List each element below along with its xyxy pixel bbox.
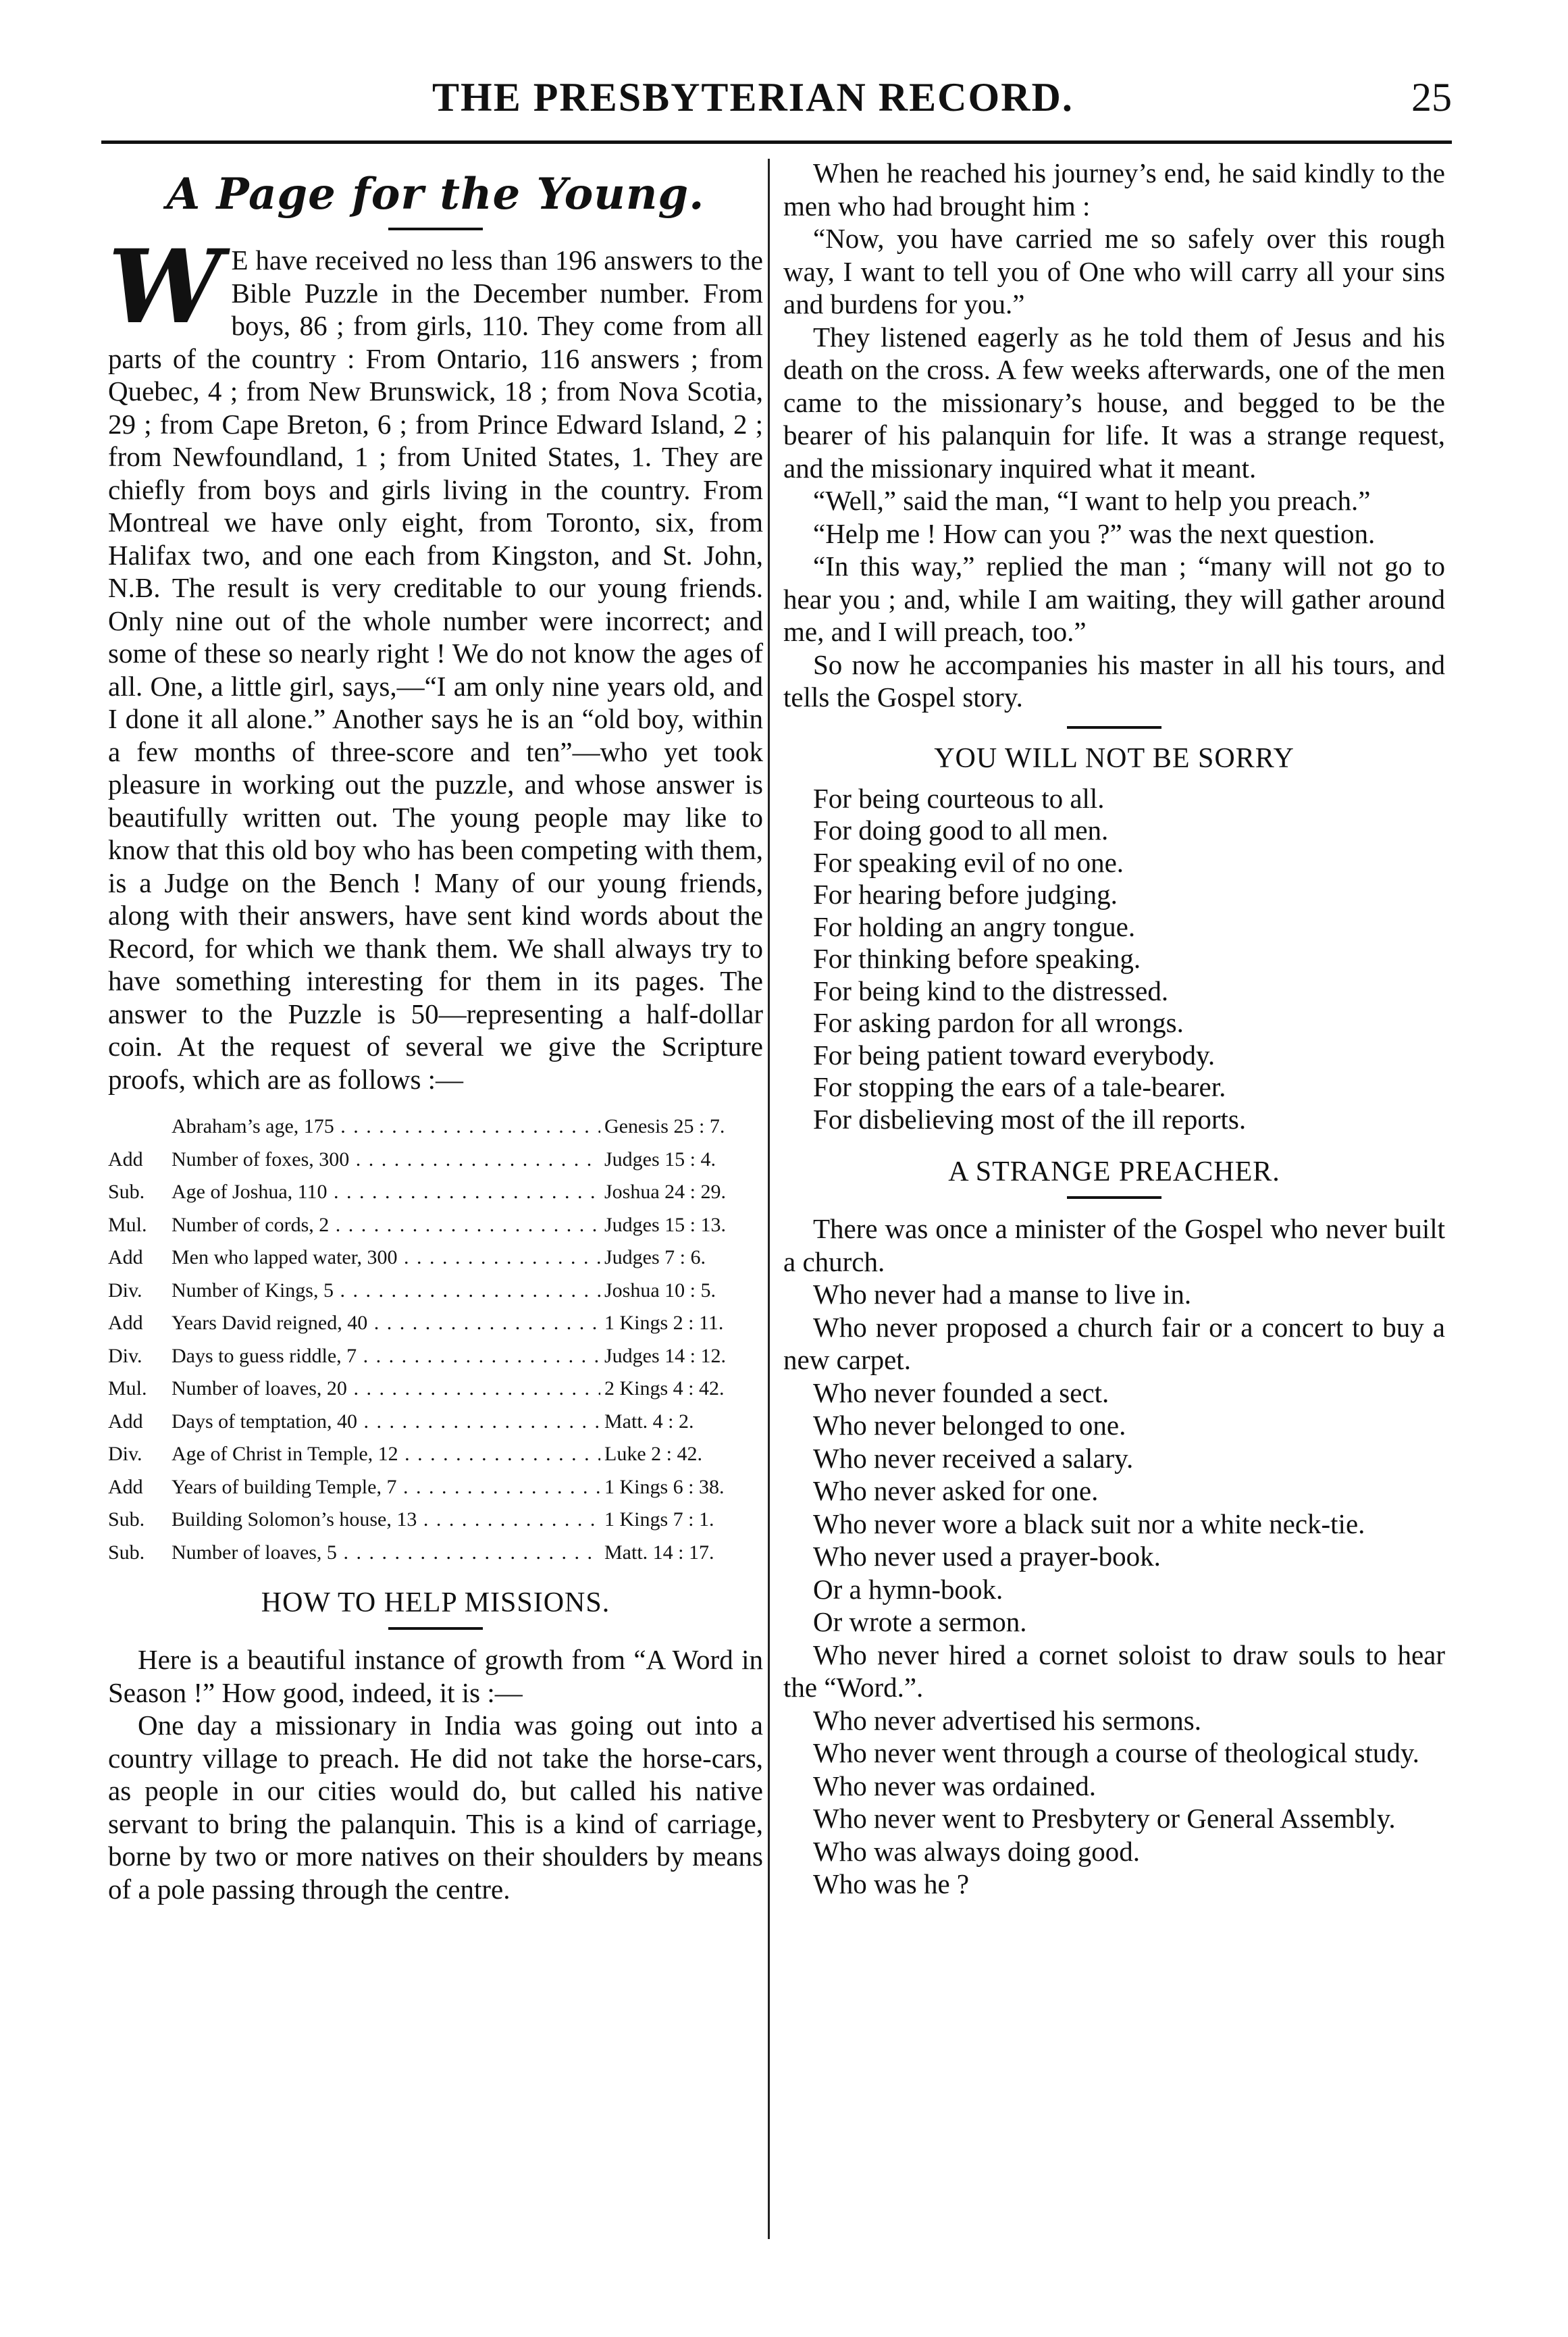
- proof-operation: Sub.: [108, 1181, 145, 1203]
- proof-reference: Joshua 10 : 5.: [604, 1279, 716, 1302]
- proof-reference: Judges 7 : 6.: [604, 1246, 706, 1268]
- proof-row: [108, 1144, 763, 1177]
- masthead: [101, 74, 1452, 128]
- proof-description: Number of cords, 2 . . .: [172, 1209, 600, 1242]
- proof-row: [108, 1209, 763, 1242]
- missions-paragraph-8: “In this way,” replied the man ; “many will not go to hear you ; and, while I am waiting, they will gather around me, and I will preach, too.”: [783, 550, 1445, 647]
- proof-reference: 1 Kings 2 : 11.: [604, 1312, 724, 1334]
- sorry-line: For holding an angry tongue.: [813, 910, 1136, 942]
- preacher-line: Who never used a prayer-book.: [813, 1541, 1161, 1572]
- proof-description: Years David reigned, 40 . . .: [172, 1307, 600, 1340]
- sorry-line: For being courteous to all.: [813, 782, 1105, 814]
- scripture-proofs-table: [108, 1110, 763, 1569]
- proof-reference: Matt. 4 : 2.: [604, 1410, 694, 1433]
- proof-description: Number of Kings, 5 . . .: [172, 1275, 600, 1308]
- sorry-line: For asking pardon for all wrongs.: [813, 1007, 1184, 1038]
- preacher-line: Who never was ordained.: [813, 1770, 1096, 1801]
- proof-operation: Add: [108, 1246, 143, 1268]
- sorry-line: For being patient toward everybody.: [813, 1039, 1216, 1071]
- proof-reference: Joshua 24 : 29.: [604, 1181, 726, 1203]
- proof-description: Building Solomon’s house, 13 . . .: [172, 1504, 600, 1537]
- sorry-line: For thinking before speaking.: [813, 943, 1141, 974]
- proof-reference: 1 Kings 6 : 38.: [604, 1475, 725, 1498]
- proof-row: [108, 1471, 763, 1504]
- drop-cap: W: [108, 228, 222, 346]
- preacher-title: A STRANGE PREACHER.: [948, 1156, 1280, 1187]
- preacher-line: Who never received a salary.: [813, 1442, 1134, 1474]
- proof-operation: Mul.: [108, 1213, 147, 1236]
- proof-operation: Div.: [108, 1279, 142, 1302]
- proof-row: [108, 1537, 763, 1570]
- preacher-line: Who was always doing good.: [813, 1835, 1140, 1867]
- preacher-line: Who never belonged to one.: [813, 1410, 1126, 1441]
- proof-reference: Judges 15 : 13.: [604, 1213, 726, 1236]
- missions-paragraph-4: “Now, you have carried me so safely over this rough way, I want to tell you of One who will carry all your sins and burdens for you.”: [783, 223, 1445, 319]
- missions-paragraph-9: So now he accompanies his master in all his tours, and tells the Gospel story.: [783, 648, 1445, 713]
- proof-operation: Add: [108, 1312, 143, 1334]
- preacher-line: Who never hired a cornet soloist to draw souls to hear the “Word.”.: [783, 1639, 1445, 1703]
- young-paragraph-text: E have received no less than 196 answers to the Bible Puzzle in the December number. From boys, 86 ; from girls, 110. They come from all parts of the country : From Ontario, 116 answers ; from Quebec, 4 ; from New Brunswick, 18 ; from Nova Scotia, 29 ; from Cape Breton, 6 ; from Prince Edward Island, 2 ; from Newfoundland, 1 ; from United States, 1. They are chiefly from boys and girls living in the country. From Montreal we have only eight, from Toronto, six, from Halifax two, and one each from Kingston, and St. John, N.B. The result is very creditable to our young friends. Only nine out of the whole number were incorrect; and some of these so nearly right ! We do not know the ages of all. One, a little girl, says,—“I am only nine years old, and I done it all alone.” Another says he is an “old boy, within a few months of three-score and ten”—who yet took pleasure in working out the puzzle, and whose answer is beautifully written out. The young people may like to know that this old boy who has been competing with them, is a Judge on the Bench ! Many of our young friends, along with their answers, have sent kind words about the Record, for which we thank them. We shall always try to have something interesting for them in its pages. The answer to the Puzzle is 50—representing a half-dollar coin. At the request of several we give the Scripture proofs, which are as follows :—: [108, 245, 763, 1095]
- missions-paragraph-5: They listened eagerly as he told them of Jesus and his death on the cross. A few weeks afterwards, one of the men came to the missionary’s house, and begged to be the bearer of his palanquin for life. It was a strange request, and the missionary inquired what it meant.: [783, 321, 1445, 484]
- proof-row: [108, 1504, 763, 1537]
- proof-row: [108, 1340, 763, 1373]
- preacher-list: [783, 1212, 1445, 1901]
- proof-row: [108, 1110, 763, 1144]
- section-rule: [1067, 726, 1161, 729]
- missions-paragraph-7: “Help me ! How can you ?” was the next question.: [813, 517, 1376, 549]
- proof-description: Years of building Temple, 7 . . .: [172, 1471, 600, 1504]
- proof-row: [108, 1307, 763, 1340]
- proof-description: Age of Joshua, 110 . . .: [172, 1176, 600, 1209]
- preacher-line: Who never advertised his sermons.: [813, 1704, 1201, 1736]
- proof-operation: Add: [108, 1410, 143, 1433]
- proof-reference: Matt. 14 : 17.: [604, 1541, 714, 1564]
- sorry-line: For doing good to all men.: [813, 815, 1109, 846]
- proof-operation: Div.: [108, 1344, 142, 1367]
- proof-row: [108, 1438, 763, 1471]
- proof-description: Days of temptation, 40 . . .: [172, 1406, 600, 1439]
- proof-reference: Genesis 25 : 7.: [604, 1115, 725, 1137]
- column-divider: [768, 159, 770, 2239]
- publication-title: THE PRESBYTERIAN RECORD.: [432, 75, 1074, 120]
- proof-operation: Sub.: [108, 1508, 145, 1531]
- missions-paragraph-2: One day a missionary in India was going out into a country village to preach. He did not take the horse-cars, as people in our cities would do, but called his native servant to bring the palanquin. This is a kind of carriage, borne by two or more natives on their shoulders by means of a pole passing through the centre.: [108, 1710, 763, 1905]
- proof-operation: Div.: [108, 1443, 142, 1465]
- sorry-title: YOU WILL NOT BE SORRY: [934, 742, 1295, 774]
- proof-operation: Mul.: [108, 1377, 147, 1399]
- proof-operation: Sub.: [108, 1541, 145, 1564]
- proof-description: Men who lapped water, 300 . . .: [172, 1241, 600, 1275]
- section-rule: [388, 1627, 483, 1630]
- proof-row: [108, 1372, 763, 1406]
- sorry-line: For stopping the ears of a tale-bearer.: [813, 1071, 1226, 1102]
- preacher-line: Who never proposed a church fair or a concert to buy a new carpet.: [783, 1311, 1445, 1375]
- proof-row: [108, 1176, 763, 1209]
- preacher-line: Who never asked for one.: [813, 1475, 1099, 1506]
- proof-description: Abraham’s age, 175 . . .: [172, 1110, 600, 1144]
- header-rule: [101, 140, 1452, 144]
- sorry-line: For disbelieving most of the ill reports.: [813, 1103, 1247, 1135]
- heading-rule: [388, 228, 483, 230]
- missions-paragraph-6: “Well,” said the man, “I want to help you preach.”: [813, 485, 1371, 516]
- sorry-line: For speaking evil of no one.: [813, 846, 1124, 878]
- proof-row: [108, 1241, 763, 1275]
- proof-reference: Luke 2 : 42.: [604, 1443, 702, 1465]
- missions-paragraph-3: When he reached his journey’s end, he said kindly to the men who had brought him :: [783, 157, 1445, 222]
- preacher-line: Who never founded a sect.: [813, 1377, 1109, 1408]
- proof-reference: 2 Kings 4 : 42.: [604, 1377, 725, 1399]
- right-column: [783, 157, 1445, 1901]
- proof-row: [108, 1275, 763, 1308]
- section-rule: [1067, 1196, 1161, 1199]
- young-paragraph: [108, 228, 763, 1096]
- page-number: 25: [1411, 75, 1452, 120]
- proof-description: Number of foxes, 300 . . .: [172, 1144, 600, 1177]
- young-heading: A Page for the Young.: [166, 169, 705, 220]
- preacher-line: Or wrote a sermon.: [813, 1606, 1027, 1637]
- missions-title: HOW TO HELP MISSIONS.: [261, 1587, 610, 1618]
- preacher-line: Who never went through a course of theological study.: [813, 1737, 1419, 1768]
- proof-operation: [108, 1110, 172, 1144]
- proof-reference: 1 Kings 7 : 1.: [604, 1508, 714, 1531]
- sorry-list: [783, 783, 1445, 1136]
- proof-row: [108, 1406, 763, 1439]
- sorry-line: For being kind to the distressed.: [813, 975, 1169, 1006]
- proof-description: Number of loaves, 20 . . .: [172, 1372, 600, 1406]
- proof-description: Days to guess riddle, 7 . . .: [172, 1340, 600, 1373]
- proof-operation: Add: [108, 1148, 143, 1171]
- preacher-line: Who was he ?: [813, 1868, 970, 1899]
- preacher-line: Or a hymn-book.: [813, 1573, 1003, 1605]
- missions-paragraph-1: Here is a beautiful instance of growth from “A Word in Season !” How good, indeed, it is :—: [108, 1644, 763, 1708]
- proof-reference: Judges 14 : 12.: [604, 1344, 726, 1367]
- proof-description: Age of Christ in Temple, 12 . . .: [172, 1438, 600, 1471]
- preacher-line: Who never wore a black suit nor a white neck-tie.: [813, 1508, 1365, 1539]
- preacher-line: Who never went to Presbytery or General Assembly.: [813, 1803, 1396, 1834]
- sorry-line: For hearing before judging.: [813, 879, 1118, 910]
- proof-description: Number of loaves, 5 . . .: [172, 1537, 600, 1570]
- proof-reference: Judges 15 : 4.: [604, 1148, 716, 1171]
- left-column: [108, 157, 763, 1905]
- preacher-line: There was once a minister of the Gospel who never built a church.: [783, 1213, 1445, 1277]
- proof-operation: Add: [108, 1475, 143, 1498]
- preacher-line: Who never had a manse to live in.: [813, 1279, 1192, 1310]
